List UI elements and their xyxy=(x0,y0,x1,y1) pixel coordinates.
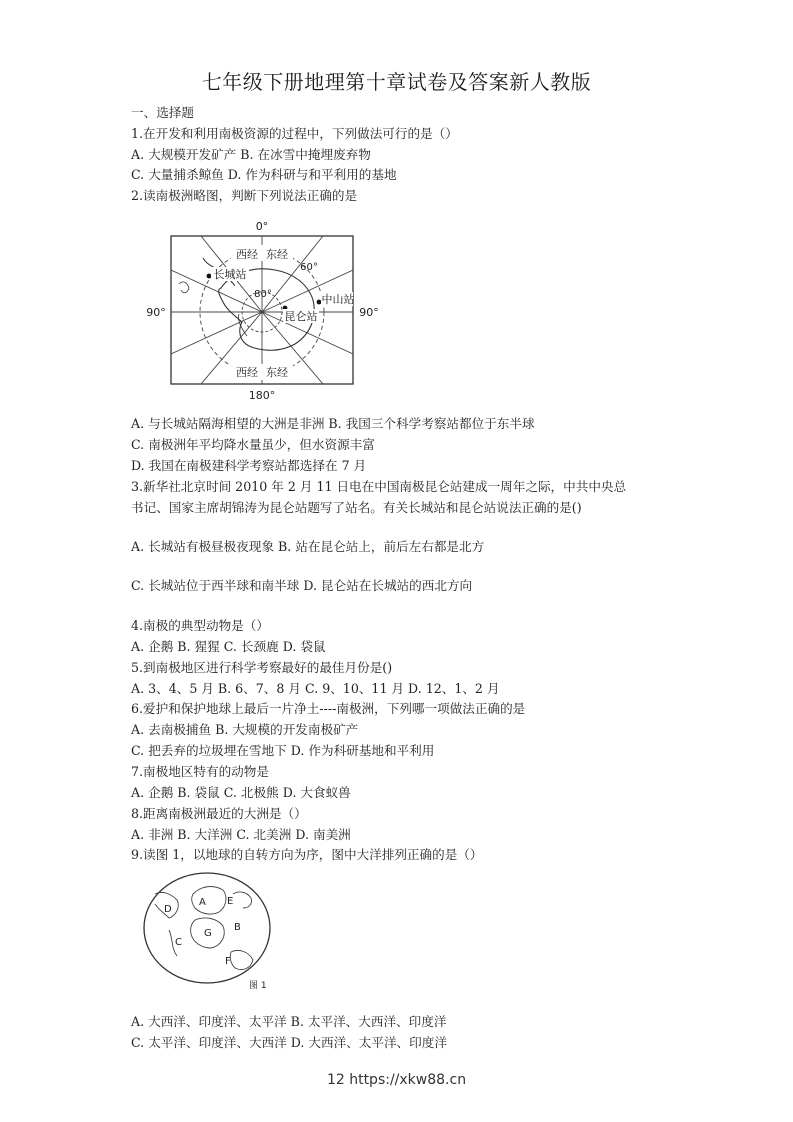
q3-options-cd: C. 长城站位于西半球和南半球 D. 昆仑站在长城站的西北方向 xyxy=(131,578,473,593)
question-3-line-1: 3.新华社北京时间 2010 年 2 月 11 日电在中国南极昆仑站建成一周年之际，中共中央总 xyxy=(131,479,627,494)
globe-label-e: E xyxy=(227,896,234,907)
q7-options: A. 企鹅 B. 袋鼠 C. 北极熊 D. 大食蚁兽 xyxy=(131,785,351,800)
question-8: 8.距离南极洲最近的大洲是（） xyxy=(131,806,307,821)
page-footer: 12 https://xkw88.cn xyxy=(326,1072,467,1088)
zhongshan-station-label: 中山站 xyxy=(321,293,355,306)
question-3-line-2: 书记、国家主席胡锦涛为昆仑站题写了站名。有关长城站和昆仑站说法正确的是() xyxy=(131,500,582,515)
latitude-60-label: 60° xyxy=(300,262,318,273)
longitude-0-label: 0° xyxy=(255,220,269,233)
q1-options-ab: A. 大规模开发矿产 B. 在冰雪中掩埋废弃物 xyxy=(131,147,371,162)
q9-options-ab: A. 大西洋、印度洋、太平洋 B. 太平洋、大西洋、印度洋 xyxy=(131,1014,447,1029)
kunlun-station-label: 昆仑站 xyxy=(284,310,318,323)
question-6: 6.爱护和保护地球上最后一片净土----南极洲，下列哪一项做法正确的是 xyxy=(131,701,526,716)
antarctica-map-figure xyxy=(143,218,383,404)
west-longitude-top: 西经 xyxy=(236,248,258,261)
longitude-180-label: 180° xyxy=(248,389,276,402)
figure-caption: 图 1 xyxy=(249,981,267,991)
question-2: 2.读南极洲略图，判断下列说法正确的是 xyxy=(131,188,358,203)
question-5: 5.到南极地区进行科学考察最好的最佳月份是() xyxy=(131,660,393,675)
q2-options-ab: A. 与长城站隔海相望的大洲是非洲 B. 我国三个科学考察站都位于东半球 xyxy=(131,416,535,431)
question-1: 1.在开发和利用南极资源的过程中，下列做法可行的是（） xyxy=(131,126,458,141)
q5-options: A. 3、4、5 月 B. 6、7、8 月 C. 9、10、11 月 D. 12、1、2 月 xyxy=(131,681,500,696)
q1-options-cd: C. 大量捕杀鲸鱼 D. 作为科研与和平利用的基地 xyxy=(131,167,397,182)
globe-label-f: F xyxy=(225,956,231,967)
globe-label-d: D xyxy=(164,904,172,915)
question-9: 9.读图 1，以地球的自转方向为序，图中大洋排列正确的是（） xyxy=(131,847,483,862)
question-4: 4.南极的典型动物是（） xyxy=(131,618,269,633)
q3-options-ab: A. 长城站有极昼极夜现象 B. 站在昆仑站上，前后左右都是北方 xyxy=(131,539,485,554)
ocean-globe-figure xyxy=(135,868,285,993)
q4-options: A. 企鹅 B. 猩猩 C. 长颈鹿 D. 袋鼠 xyxy=(131,639,326,654)
changcheng-station-dot xyxy=(207,274,212,279)
question-7: 7.南极地区特有的动物是 xyxy=(131,764,269,779)
east-longitude-top: 东经 xyxy=(266,248,288,261)
changcheng-station-label: 长城站 xyxy=(213,268,247,281)
longitude-90-west-label: 90° xyxy=(146,306,166,319)
west-longitude-bottom: 西经 xyxy=(236,366,258,379)
q6-options-ab: A. 去南极捕鱼 B. 大规模的开发南极矿产 xyxy=(131,722,359,737)
globe-label-a: A xyxy=(199,897,206,908)
latitude-80-label: 80° xyxy=(254,289,272,300)
q9-options-cd: C. 太平洋、印度洋、大西洋 D. 大西洋、太平洋、印度洋 xyxy=(131,1035,447,1050)
east-longitude-bottom: 东经 xyxy=(266,366,288,379)
q8-options: A. 非洲 B. 大洋洲 C. 北美洲 D. 南美洲 xyxy=(131,827,351,842)
q2-option-c: C. 南极洲年平均降水量虽少，但水资源丰富 xyxy=(131,437,375,452)
q6-options-cd: C. 把丢弃的垃圾埋在雪地下 D. 作为科研基地和平利用 xyxy=(131,743,435,758)
longitude-90-east-label: 90° xyxy=(359,306,379,319)
globe-label-g: G xyxy=(204,928,212,939)
section-heading: 一、选择题 xyxy=(131,105,194,120)
page-title: 七年级下册地理第十章试卷及答案新人教版 xyxy=(201,70,592,94)
globe-label-c: C xyxy=(175,937,182,948)
globe-label-b: B xyxy=(234,922,241,933)
q2-option-d: D. 我国在南极建科学考察站都选择在 7 月 xyxy=(131,458,367,473)
